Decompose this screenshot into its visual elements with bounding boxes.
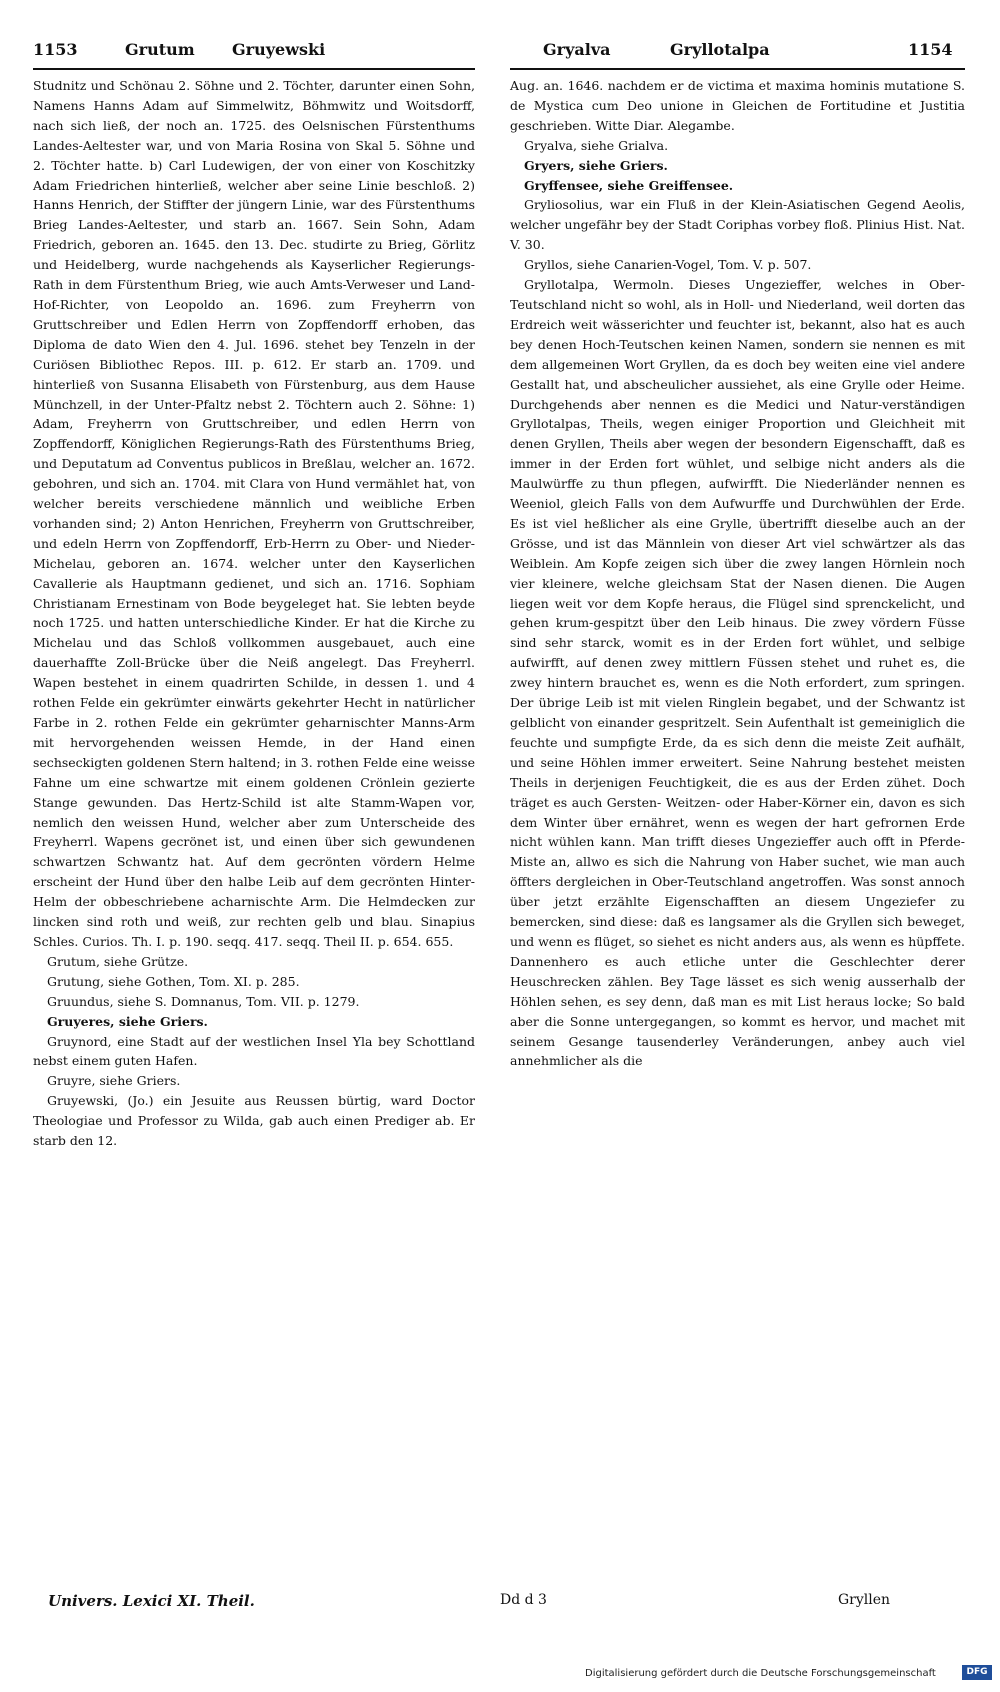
right-entry-4: Gryffensee, siehe Greiffensee. bbox=[524, 177, 734, 193]
left-keyword-2: Gruyewski bbox=[232, 40, 326, 59]
left-keyword-1: Grutum bbox=[125, 40, 195, 59]
right-header-rule bbox=[510, 68, 965, 70]
footer-volume-title: Univers. Lexici XI. Theil. bbox=[48, 1592, 255, 1610]
left-entry-8: Gruyewski, (Jo.) ein Jesuite aus Reussen bürtig, ward Doctor Theologiae und Professor zu Wilda, gab auch einen Prediger ab. Er starb den 12. bbox=[33, 1093, 475, 1149]
right-entry-1: Aug. an. 1646. nachdem er de victima et maxima hominis mutatione S. de Mystica cum Deo unione in Gleichen de Fortitudine et Justitia geschrieben. Witte Diar. Alegambe. bbox=[510, 78, 965, 133]
left-column bbox=[33, 76, 475, 1151]
right-keyword-1: Gryalva bbox=[543, 40, 611, 59]
right-entry-5: Gryliosolius, war ein Fluß in der Klein-Asiatischen Gegend Aeolis, welcher ungefähr bey der Stadt Coriphas vorbey floß. Plinius Hist. Nat. V. 30. bbox=[510, 197, 965, 253]
left-entry-3: Grutung, siehe Gothen, Tom. XI. p. 285. bbox=[47, 973, 300, 989]
right-entry-7: Gryllotalpa, Wermoln. Dieses Ungezieffer, welches in Ober-Teutschland nicht so wohl, als in Holl- und Niederland, weil dorten das Erdreich weit wässerichter und feuchter ist, bekannt, also hat es auch bey denen Hoch-Teutschen keinen Namen, sondern sie nennen es mit dem allgemeinen Wort Gryllen, da es doch bey weiten eine viel andere Gestallt hat, und abscheulicher aussiehet, als eine Grylle oder Heime. Durchgehends aber nennen es die Medici und Natur-verständigen Gryllotalpas, Theils, wegen einiger Proportion und Gleichheit mit denen Gryllen, Theils aber wegen der besondern Eigenschafft, daß es immer in der Erden fort wühlet, und selbige nicht anders als die Maulwürffe zu thun pflegen, aufwirfft. Die Niederländer nennen es Weeniol, gleich Falls von dem Aufwurffe und Durchwühlen der Erde. Es ist viel heßlicher als eine Grylle, übertrifft dieselbe auch an der Grösse, und ist das Männlein von dieser Art viel schwärtzer als das Weiblein. Am Kopfe zeigen sich über die zwey langen Hörnlein noch vier kleinere, welche gleichsam Stat der Nasen dienen. Die Augen liegen weit vor dem Kopfe heraus, die Flügel sind sprenckelicht, und gehen krum-gespitzt über den Leib hinaus. Die zwey vördern Füsse sind sehr starck, womit es in der Erden fort wühlet, und selbige aufwirfft, auf denen zwey mittlern Füssen stehet und ruhet es, die zwey hintern brauchet es, wenn es die Noth erfordert, zum springen. Der übrige Leib ist mit vielen Ringlein begabet, und der Schwantz ist gelblicht von einander gespritzelt. Sein Aufenthalt ist gemeiniglich die feuchte und sumpfigte Erde, da es sich denn die meiste Zeit aufhält, und seine Höhlen immer erweitert. Seine Nahrung bestehet meisten Theils in derjenigen Feuchtigkeit, die es aus der Erden zühet. Doch träget es auch Gersten- Weitzen- oder Haber-Körner ein, davon es sich dem Winter über ernähret, wenn es wegen der hart gefrornen Erde nicht wühlen kann. Man trifft dieses Ungezieffer auch offt in Pferde-Miste an, allwo es sich die Nahrung von Haber suchet, wie man auch öffters dergleichen in Ober-Teutschland angetroffen. Was sonst annoch über jetzt erzählte Eigenschafften an diesem Ungeziefer zu bemercken, sind diese: daß es langsamer als die Gryllen sich beweget, und wenn es flüget, so siehet es nicht anders aus, als wenn es hüpffete. Dannenhero es auch etliche unter die Geschlechter derer Heuschrecken zählen. Bey Tage lässet es sich wenig ausserhalb der Höhlen sehen, es sey denn, daß man es mit List heraus locke; So bald aber die Sonne untergegangen, so kommt es hervor, und machet mit seinem Gesange tausenderley Veränderungen, anbey auch viel annehmlicher als die bbox=[510, 277, 965, 1069]
left-entry-4: Gruundus, siehe S. Domnanus, Tom. VII. p. 1279. bbox=[47, 993, 360, 1009]
right-column bbox=[510, 76, 965, 1071]
left-entry-2: Grutum, siehe Grütze. bbox=[47, 953, 189, 969]
left-page-number: 1153 bbox=[33, 40, 78, 59]
left-entry-7: Gruyre, siehe Griers. bbox=[47, 1073, 181, 1089]
right-entry-3: Gryers, siehe Griers. bbox=[524, 157, 668, 173]
left-entry-6: Gruynord, eine Stadt auf der westlichen Insel Yla bey Schottland nebst einem guten Hafen. bbox=[33, 1033, 475, 1069]
right-entry-2: Gryalva, siehe Grialva. bbox=[524, 137, 669, 153]
left-entry-1: Studnitz und Schönau 2. Söhne und 2. Töchter, darunter einen Sohn, Namens Hanns Adam auf Simmelwitz, Böhmwitz und Woitsdorff, nach sich ließ, der noch an. 1725. des Oelsnischen Fürstenthums Landes-Aeltester war, und von Maria Rosina von Skal 5. Söhne und 2. Töchter hatte. b) Carl Ludewigen, der von einer von Koschitzky Adam Friedrichen hinterließ, welcher aber seine Linie beschloß. 2) Hanns Henrich, der Stiffter der jüngern Linie, war des Fürstenthums Brieg Landes-Aeltester, und starb an. 1667. Sein Sohn, Adam Friedrich, geboren an. 1645. den 13. Dec. studirte zu Brieg, Görlitz und Heidelberg, wurde nachgehends als Kayserlicher Regierungs-Rath in dem Fürstenthum Brieg, wie auch Amts-Verweser und Land-Hof-Richter, von Leopoldo an. 1696. zum Freyherrn von Gruttschreiber und Edlen Herrn von Zopffendorff erhoben, das Diploma de dato Wien den 4. Jul. 1696. stehet bey Tenzeln in der Curiösen Bibliothec Repos. III. p. 612. Er starb an. 1709. und hinterließ von Susanna Elisabeth von Fürstenburg, aus dem Hause Münchzell, in der Unter-Pfaltz nebst 2. Töchtern auch 2. Söhne: 1) Adam, Freyherrn von Gruttschreiber, und edlen Herrn von Zopffendorff, Königlichen Regierungs-Rath des Fürstenthums Brieg, und Deputatum ad Conventus publicos in Breßlau, welcher an. 1672. gebohren, und sich an. 1704. mit Clara von Hund vermählet hat, von welcher bereits verschiedene männlich und weibliche Erben vorhanden sind; 2) Anton Henrichen, Freyherrn von Gruttschreiber, und edeln Herrn von Zopffendorff, Erb-Herrn zu Ober- und Nieder-Michelau, geboren an. 1674. welcher unter den Kayserlichen Cavallerie als Hauptmann gedienet, und sich an. 1716. Sophiam Christianam Ernestinam von Bode beygeleget hat. Sie lebten beyde noch 1725. und hatten unterschiedliche Kinder. Er hat die Kirche zu Michelau und das Schloß vollkommen ausgebauet, auch eine dauerhaffte Zoll-Brücke über die Neiß angelegt. Das Freyherrl. Wapen bestehet in einem quadrirten Schilde, in dessen 1. und 4 rothen Felde ein gekrümter einwärts gekehrter Hecht in natürlicher Farbe in 2. rothen Felde ein gekrümter geharnischter Manns-Arm mit hervorgehenden weissen Hemde, in der Hand einen sechseckigten goldenen Stern haltend; in 3. rothen Felde eine weisse Fahne um eine schwartze mit einem goldenen Crönlein gezierte Stange gewunden. Das Hertz-Schild ist alte Stamm-Wapen vor, nemlich den weissen Hund, welcher aber zum Unterscheide des Freyherrl. Wapens gecrönet ist, und einen über sich gewundenen schwartzen Schwantz hat. Auf dem gecrönten vördern Helme erscheint der Hund über den halbe Leib auf dem gecrönten Hinter-Helm der obbeschriebene acharnischte Arm. Die Helmdecken zur lincken sind roth und weiß, zur rechten gelb und blau. Sinapius Schles. Curios. Th. I. p. 190. seqq. 417. seqq. Theil II. p. 654. 655. bbox=[33, 78, 475, 949]
left-entry-5: Gruyeres, siehe Griers. bbox=[47, 1013, 208, 1029]
footer-catchword: Gryllen bbox=[838, 1592, 891, 1608]
dfg-logo: DFG bbox=[962, 1665, 992, 1680]
right-keyword-2: Gryllotalpa bbox=[670, 40, 770, 59]
left-header-rule bbox=[33, 68, 475, 70]
right-page-number: 1154 bbox=[908, 40, 953, 59]
footer-signature: Dd d 3 bbox=[500, 1592, 547, 1608]
right-entry-6: Gryllos, siehe Canarien-Vogel, Tom. V. p. 507. bbox=[524, 257, 812, 273]
digitization-credit: Digitalisierung gefördert durch die Deutsche Forschungsgemeinschaft bbox=[585, 1668, 936, 1679]
